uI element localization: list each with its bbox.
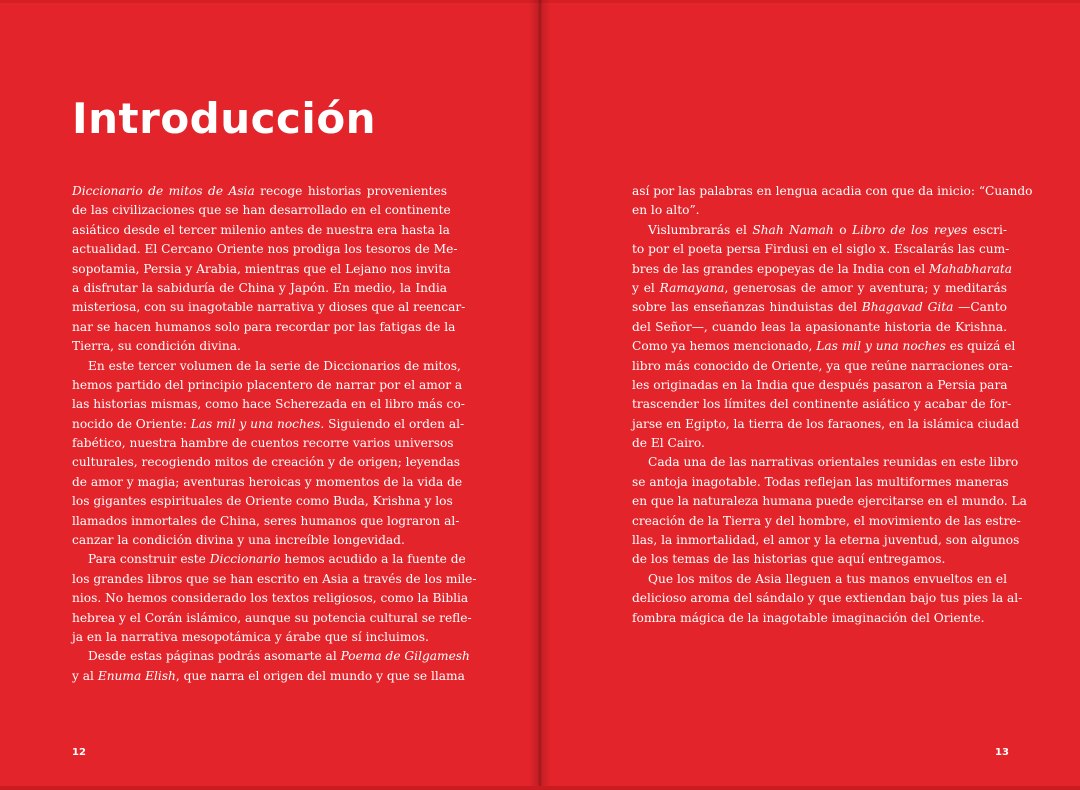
text-line	[72, 337, 447, 356]
text-run: o	[833, 222, 853, 237]
text-run: escri-	[967, 222, 1007, 237]
text-run: y el	[632, 280, 660, 295]
text-line	[632, 609, 1007, 628]
text-run: llas, la inmortalidad, el amor y la eterna juventud, son algunos	[632, 533, 1020, 548]
text-line	[72, 182, 447, 201]
text-line	[632, 337, 1016, 356]
text-run: nios. No hemos considerado los textos religiosos, como la Biblia	[72, 591, 469, 606]
text-run: las historias mismas, como hace Scherezada en el libro más co-	[72, 397, 465, 412]
text-line	[72, 473, 463, 492]
text-line	[632, 492, 1027, 511]
text-line	[72, 570, 477, 589]
text-run: fabético, nuestra hambre de cuentos recorre varios universos	[72, 436, 454, 451]
text-line	[72, 376, 463, 395]
text-line	[632, 240, 1010, 259]
left-body-text	[72, 182, 477, 686]
text-run: creación de la Tierra y del hombre, el movimiento de las estre-	[632, 513, 1021, 528]
text-run: de El Cairo.	[632, 436, 705, 451]
text-run: hebrea y el Corán islámico, aunque su potencia cultural se refle-	[72, 610, 472, 625]
text-line	[72, 550, 466, 569]
text-line	[632, 589, 1023, 608]
italic-title: Las mil y una noches	[190, 416, 321, 431]
text-line	[72, 667, 465, 686]
text-line	[72, 647, 470, 666]
text-line	[632, 473, 1007, 492]
italic-title: Las mil y una noches	[816, 339, 946, 354]
italic-title: Diccionario de mitos de Asia	[72, 184, 255, 198]
text-run: misteriosa, con su inagotable narrativa y dioses que al reencar-	[72, 300, 466, 315]
text-run: así por las palabras en lengua acadia con que da inicio: “Cuando	[632, 184, 1033, 198]
italic-title: Enuma Elish	[97, 668, 176, 683]
text-line	[72, 260, 451, 279]
text-line	[632, 415, 1020, 434]
text-run: de los temas de las historias que aquí entregamos.	[632, 552, 946, 567]
text-run: libro más conocido de Oriente, ya que reúne narraciones ora-	[632, 358, 1013, 373]
text-line	[632, 570, 1007, 589]
text-line	[72, 453, 461, 472]
text-run: los grandes libros que se han escrito en Asia a través de los mile-	[72, 571, 477, 586]
text-line	[72, 492, 453, 511]
text-run: Que los mitos de Asia lleguen a tus manos envueltos en el	[648, 571, 1007, 586]
text-line	[632, 260, 1013, 279]
text-run: trascender los límites del continente asiático y acabar de for-	[632, 397, 1012, 412]
text-run: , generosas de amor y aventura; y meditarás	[724, 280, 1007, 295]
page-number-right: 13	[995, 747, 1009, 758]
text-line	[632, 434, 1007, 453]
text-run: fombra mágica de la inagotable imaginación del Oriente.	[632, 610, 985, 625]
italic-title: Ramayana	[659, 280, 725, 295]
italic-title: Bhagavad Gita	[861, 300, 954, 315]
text-line	[72, 357, 461, 376]
text-line	[72, 628, 447, 647]
text-line	[632, 376, 1007, 395]
text-run: Desde estas páginas podrás asomarte al	[88, 649, 341, 664]
text-run: canzar la condición divina y una increíble longevidad.	[72, 533, 405, 548]
text-run: nocido de Oriente:	[72, 416, 191, 431]
left-page	[0, 0, 538, 790]
text-run: Para construir este	[88, 552, 210, 567]
text-run: actualidad. El Cercano Oriente nos prodiga los tesoros de Me-	[72, 242, 458, 257]
text-run: sopotamia, Persia y Arabia, mientras que el Lejano nos invita	[72, 261, 451, 276]
text-run: . Siguiendo el orden al-	[320, 416, 465, 431]
text-line	[632, 318, 1007, 337]
text-line	[632, 279, 1007, 298]
text-run: de las civilizaciones que se han desarrollado en el continente	[72, 203, 451, 218]
text-run: es quizá el	[945, 339, 1016, 354]
text-line	[632, 531, 1020, 550]
text-line	[72, 201, 451, 220]
text-run: bres de las grandes epopeyas de la India con el	[632, 261, 929, 276]
text-run: hemos acudido a la fuente de	[280, 552, 466, 567]
italic-title: Diccionario	[209, 552, 281, 567]
text-run: del Señor—, cuando leas la apasionante historia de Krishna.	[632, 319, 1007, 334]
text-line	[72, 609, 472, 628]
book-gutter	[529, 0, 551, 790]
text-line	[632, 182, 1033, 201]
chapter-title: Introducción	[72, 94, 377, 143]
text-line	[72, 395, 465, 414]
text-run: nar se hacen humanos solo para recordar por las fatigas de la	[72, 319, 456, 334]
text-line	[632, 201, 1007, 220]
italic-title: Poema de Gilgamesh	[340, 649, 470, 664]
text-line	[72, 298, 466, 317]
italic-title: Libro de los reyes	[852, 222, 968, 237]
text-line	[72, 318, 456, 337]
text-line	[72, 512, 460, 531]
text-run: jarse en Egipto, la tierra de los faraones, en la islámica ciudad	[632, 416, 1020, 431]
text-run: en que la naturaleza humana puede ejercitarse en el mundo. La	[632, 494, 1027, 509]
text-run: a disfrutar la sabiduría de China y Japón. En medio, la India	[72, 280, 447, 295]
text-run: y al	[72, 668, 98, 683]
text-run: Cada una de las narrativas orientales reunidas en este libro	[648, 455, 1019, 470]
text-line	[632, 357, 1013, 376]
text-line	[632, 512, 1021, 531]
text-run: les originadas en la India que después pasaron a Persia para	[632, 377, 1008, 392]
right-page	[542, 0, 1080, 790]
text-line	[632, 395, 1012, 414]
text-line	[72, 415, 465, 434]
text-run: to por el poeta persa Firdusi en el siglo x. Escalarás las cum-	[632, 242, 1010, 257]
page-number-left: 12	[72, 747, 86, 758]
text-line	[72, 589, 469, 608]
text-line	[72, 279, 447, 298]
text-run: , que narra el origen del mundo y que se llama	[175, 668, 465, 683]
text-run: hemos partido del principio placentero de narrar por el amor a	[72, 377, 463, 392]
text-line	[632, 221, 1007, 240]
text-line	[632, 453, 1019, 472]
text-line	[72, 221, 450, 240]
italic-title: Shah Namah	[752, 222, 834, 237]
text-run: —Canto	[953, 300, 1007, 315]
text-run: Tierra, su condición divina.	[72, 339, 241, 354]
text-run: delicioso aroma del sándalo y que extiendan bajo tus pies la al-	[632, 591, 1023, 606]
text-run: los gigantes espirituales de Oriente como Buda, Krishna y los	[72, 494, 453, 509]
text-run: sobre las enseñanzas hinduistas del	[632, 300, 862, 315]
text-run: recoge historias provenientes	[254, 184, 447, 198]
text-line	[72, 531, 447, 550]
text-run: se antoja inagotable. Todas reflejan las multiformes maneras	[632, 474, 1009, 489]
text-line	[72, 434, 454, 453]
text-run: ja en la narrativa mesopotámica y árabe que sí incluimos.	[72, 629, 429, 644]
text-run: asiático desde el tercer milenio antes de nuestra era hasta la	[72, 222, 450, 237]
text-run: Como ya hemos mencionado,	[632, 339, 817, 354]
text-run: En este tercer volumen de la serie de Diccionarios de mitos,	[88, 358, 461, 373]
text-line	[72, 240, 458, 259]
text-run: Vislumbrarás el	[648, 222, 753, 237]
text-run: culturales, recogiendo mitos de creación y de origen; leyendas	[72, 455, 461, 470]
page-edge-bottom	[0, 786, 1080, 790]
text-line	[632, 298, 1007, 317]
italic-title: Mahabharata	[928, 261, 1013, 276]
text-run: en lo alto”.	[632, 203, 700, 218]
text-run: de amor y magia; aventuras heroicas y momentos de la vida de	[72, 474, 463, 489]
text-run: llamados inmortales de China, seres humanos que lograron al-	[72, 513, 460, 528]
right-body-text	[632, 182, 1033, 628]
text-line	[632, 550, 1007, 569]
